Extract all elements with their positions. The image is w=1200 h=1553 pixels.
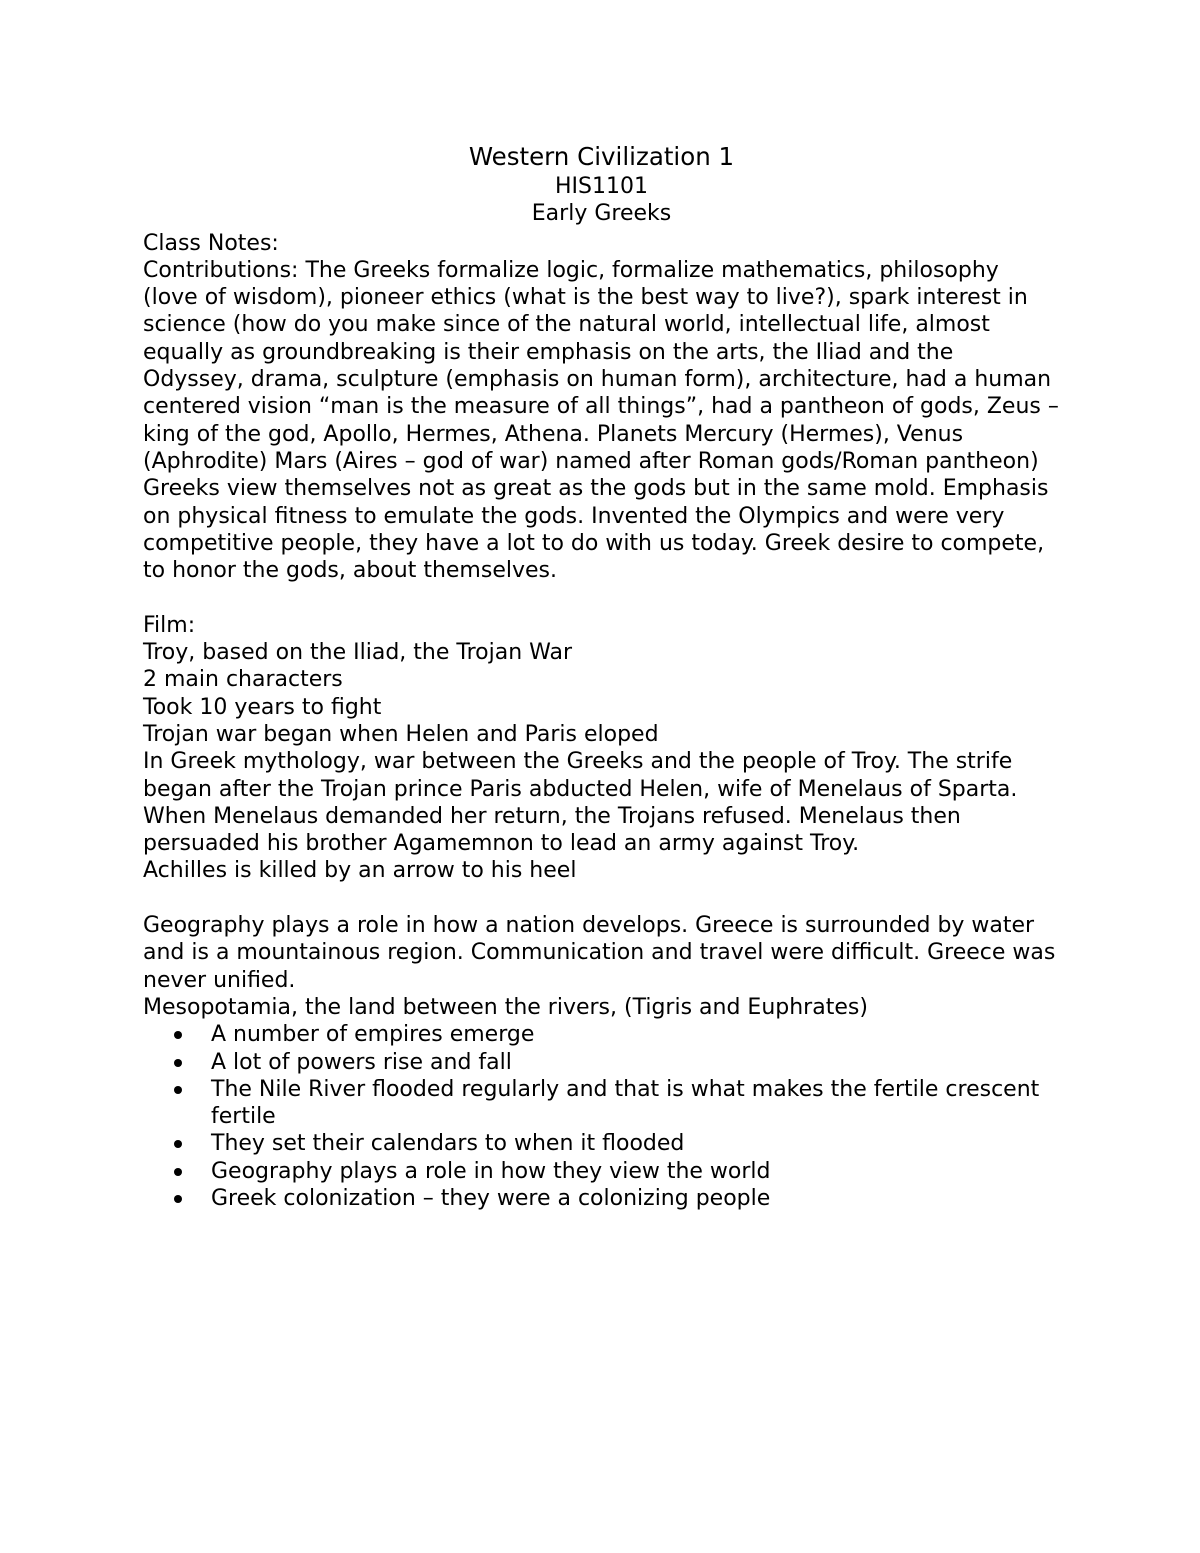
bullet-list — [143, 1021, 1060, 1212]
class-notes-label: Class Notes: — [143, 230, 279, 256]
film-summary-paragraph: In Greek mythology, war between the Greeks and the people of Troy. The strife began after the Trojan prince Paris abducted Helen, wife of Menelaus of Sparta. When Menelaus demanded her return, the Trojans refused. Menelaus then persuaded his brother Agamemnon to lead an army against Troy. — [143, 749, 1018, 857]
bullet-icon — [174, 1140, 182, 1148]
list-item — [211, 1130, 1060, 1157]
bullet-icon — [174, 1031, 182, 1039]
title-block — [143, 140, 1060, 228]
film-line: Took 10 years to fight — [143, 694, 382, 720]
list-item — [211, 1021, 1060, 1048]
film-label: Film: — [143, 612, 196, 638]
film-closing-line: Achilles is killed by an arrow to his heel — [143, 858, 577, 884]
list-item-text: Greek colonization – they were a colonizing people — [211, 1185, 771, 1211]
class-notes-paragraph: Contributions: The Greeks formalize logic, formalize mathematics, philosophy (love of wisdom), pioneer ethics (what is the best way to live?), spark interest in science (how do you make since of the natural world, intellectual life, almost equally as groundbreaking is their emphasis on the arts, the Iliad and the Odyssey, drama, sculpture (emphasis on human form), architecture, had a human centered vision “man is the measure of all things”, had a pantheon of gods, Zeus – king of the god, Apollo, Hermes, Athena. Planets Mercury (Hermes), Venus (Aphrodite) Mars (Aires – god of war) named after Roman gods/Roman pantheon) Greeks view themselves not as great as the gods but in the same mold. Emphasis on physical fitness to emulate the gods. Invented the Olympics and were very competitive people, they have a lot to do with us today. Greek desire to compete, to honor the gods, about themselves. — [143, 257, 1059, 584]
list-item — [211, 1185, 1060, 1212]
film-line: 2 main characters — [143, 667, 343, 693]
mesopotamia-line: Mesopotamia, the land between the rivers, (Tigris and Euphrates) — [143, 994, 868, 1020]
list-item — [211, 1049, 1060, 1076]
list-item-text: A number of empires emerge — [211, 1022, 535, 1048]
film-line: Troy, based on the Iliad, the Trojan War — [143, 640, 572, 666]
bullet-icon — [174, 1059, 182, 1067]
bullet-icon — [174, 1086, 182, 1094]
list-item-text: The Nile River flooded regularly and that is what makes the fertile crescent fertile — [211, 1076, 1040, 1130]
blank-line — [143, 885, 1060, 912]
list-item-text: They set their calendars to when it flooded — [211, 1131, 685, 1157]
list-item — [211, 1158, 1060, 1185]
list-item-text: A lot of powers rise and fall — [211, 1049, 512, 1075]
geography-paragraph: Geography plays a role in how a nation develops. Greece is surrounded by water and is a mountainous region. Communication and travel were difficult. Greece was never unified. — [143, 913, 1056, 993]
film-line: Trojan war began when Helen and Paris eloped — [143, 721, 659, 747]
blank-line — [143, 584, 1060, 611]
document-title: Western Civilization 1 — [468, 142, 735, 171]
bullet-icon — [174, 1168, 182, 1176]
list-item — [211, 1076, 1060, 1131]
topic-heading: Early Greeks — [531, 201, 672, 227]
bullet-icon — [174, 1195, 182, 1203]
course-code: HIS1101 — [555, 174, 648, 199]
list-item-text: Geography plays a role in how they view the world — [211, 1158, 771, 1184]
